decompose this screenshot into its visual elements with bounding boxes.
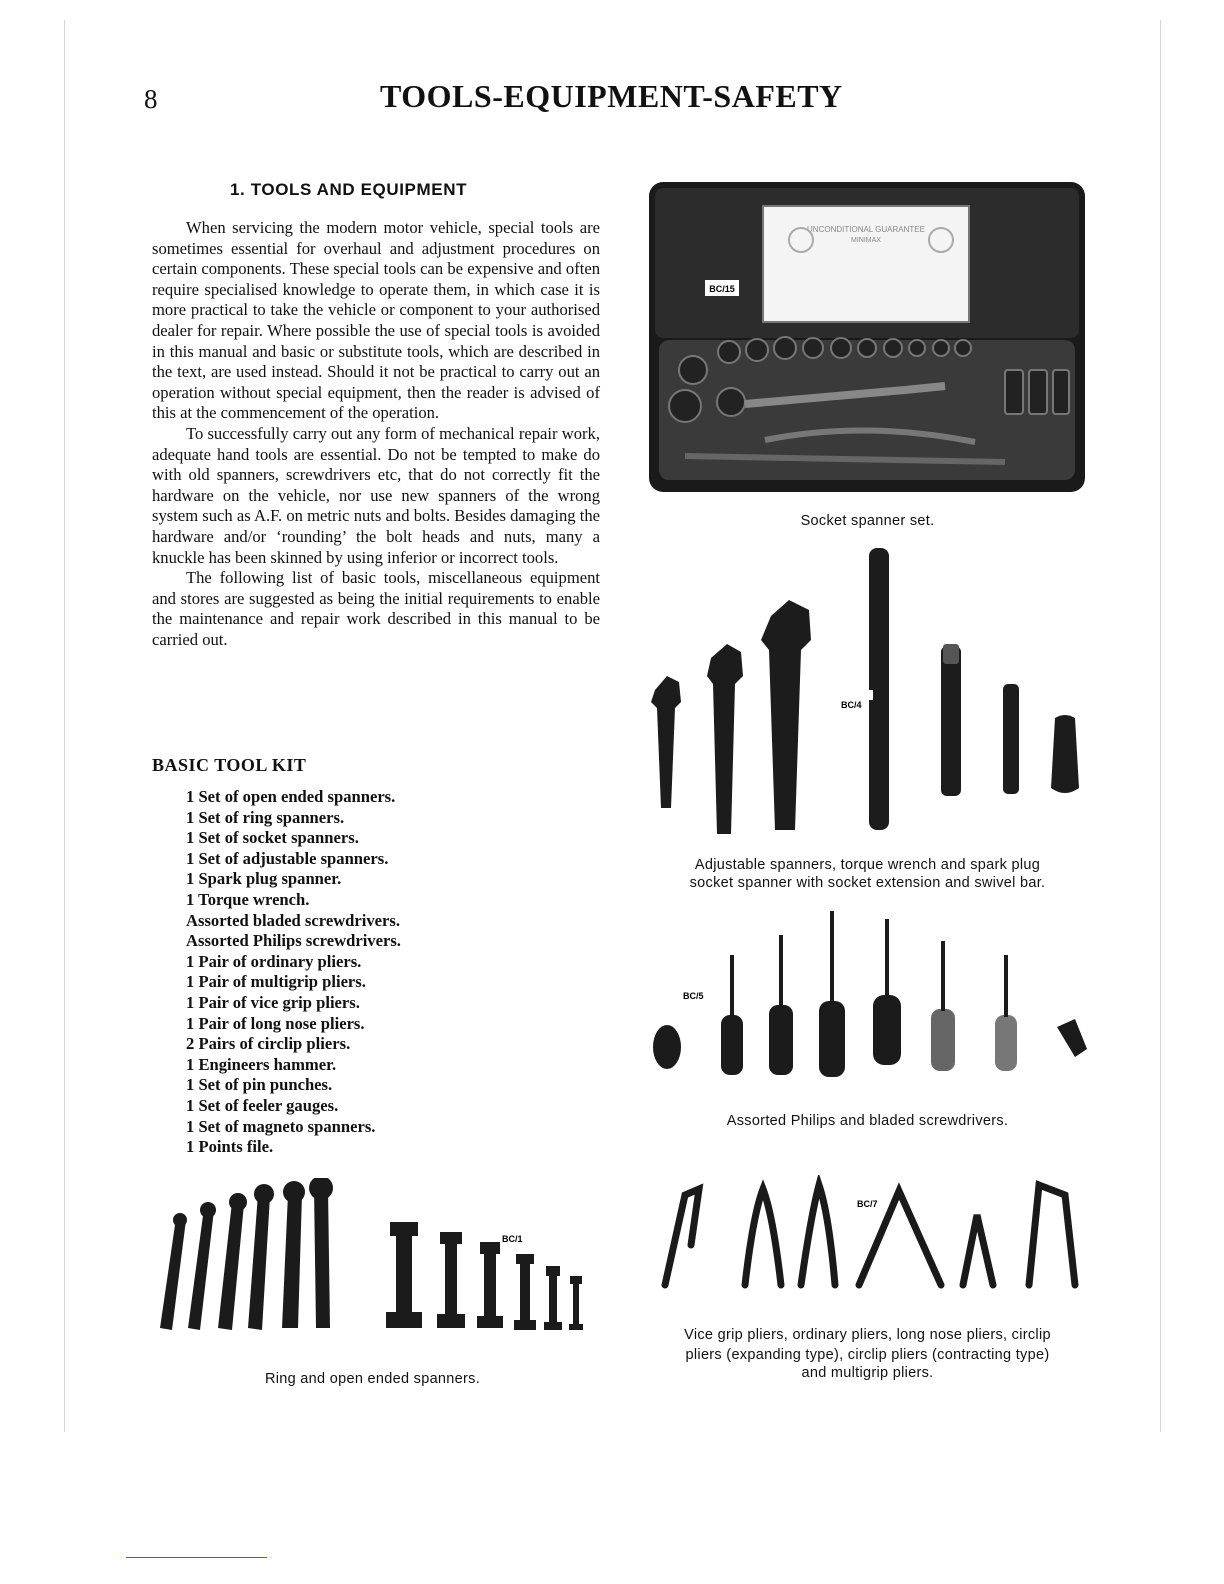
lid-text: UNCONDITIONAL GUARANTEE (807, 225, 925, 234)
tool-kit-list (186, 787, 401, 1158)
list-item: Assorted Philips screwdrivers. (186, 931, 401, 951)
spanners-photo (150, 1178, 595, 1348)
list-item: 1 Set of open ended spanners. (186, 787, 396, 806)
paragraph: The following list of basic tools, miscellaneous equipment and stores are suggested as being the initial requirements to enable the maintenance and repair work described in this manual to be carried out. (152, 568, 600, 649)
list-item: 1 Points file. (186, 1137, 274, 1157)
screwdrivers-photo (645, 905, 1090, 1085)
tool-kit-heading: BASIC TOOL KIT (152, 755, 307, 775)
pliers-photo (645, 1175, 1090, 1315)
list-item: 1 Spark plug spanner. (186, 869, 342, 889)
screwdrivers-caption: Assorted Philips and bladed screwdrivers. (726, 1113, 1009, 1129)
list-item: 1 Set of pin punches. (186, 1075, 333, 1095)
list-item: 2 Pairs of circlip pliers. (186, 1034, 351, 1054)
figure-code: BC/1 (502, 1234, 523, 1244)
figure-code: BC/4 (841, 700, 862, 710)
figure-code: BC/5 (683, 991, 704, 1001)
paragraph: To successfully carry out any form of mechanical repair work, adequate hand tools are essential. Do not be tempted to make do with old spanners, screwdrivers etc, that do not correctly fit the hardware on the vehicle, nor use new spanners of the wrong system such as A.F. on metric nuts and bolts. Besides damaging the hardware and/or ‘rounding’ the bolt heads and nuts, many a knuckle has been skinned by using inferior or incorrect tools. (152, 423, 600, 567)
list-item: 1 Torque wrench. (186, 889, 310, 909)
section-heading: 1. TOOLS AND EQUIPMENT (230, 180, 468, 199)
figure-code: BC/7 (857, 1199, 878, 1209)
paragraph: When servicing the modern motor vehicle, special tools are sometimes essential for overhaul and adjustment procedures on certain components. These special tools can be expensive and often require specialised knowledge to operate them, in which case it is more practical to take the vehicle or component to your authorised dealer for repair. Where possible the use of special tools is avoided in this manual and basic or substitute tools, which are described in the text, are used instead. Should it not be practical to carry out an operation without special equipment, then the reader is advised of this at the commencement of the operation. (152, 218, 600, 423)
list-item: 1 Pair of ordinary pliers. (186, 951, 362, 971)
left-margin-rule (64, 20, 65, 1432)
list-item: 1 Set of adjustable spanners. (186, 848, 389, 868)
spanners-caption: Ring and open ended spanners. (264, 1371, 481, 1387)
page-title: TOOLS-EQUIPMENT-SAFETY (380, 78, 843, 114)
list-item: 1 Set of magneto spanners. (186, 1116, 376, 1136)
list-item: 1 Set of socket spanners. (186, 828, 359, 848)
figure-code: BC/15 (709, 284, 735, 294)
list-item: 1 Engineers hammer. (186, 1054, 337, 1074)
list-item: 1 Set of feeler gauges. (186, 1095, 339, 1115)
pliers-caption-line-3: and multigrip pliers. (801, 1365, 934, 1381)
list-item: 1 Pair of long nose pliers. (186, 1013, 365, 1033)
socket-set-photo (645, 180, 1090, 505)
pliers-caption-line-2: pliers (expanding type), circlip pliers (contracting type) (685, 1347, 1050, 1363)
page-number: 8 (144, 84, 158, 114)
adjustable-caption-line-2: socket spanner with socket extension and swivel bar. (689, 875, 1046, 891)
lid-brand: MINIMAX (851, 237, 881, 244)
right-margin-rule (1160, 20, 1161, 1432)
pliers-caption-line-1: Vice grip pliers, ordinary pliers, long nose pliers, circlip (684, 1327, 1051, 1343)
body-text (152, 218, 600, 650)
list-item: 1 Set of ring spanners. (186, 807, 345, 827)
socket-set-caption: Socket spanner set. (800, 513, 935, 529)
adjustable-spanners-photo (645, 540, 1090, 840)
footer-rule (126, 1557, 267, 1558)
list-item: 1 Pair of multigrip pliers. (186, 972, 366, 992)
list-item: 1 Pair of vice grip pliers. (186, 992, 360, 1012)
adjustable-caption-line-1: Adjustable spanners, torque wrench and spark plug (694, 857, 1041, 873)
list-item: Assorted bladed screwdrivers. (186, 910, 401, 930)
